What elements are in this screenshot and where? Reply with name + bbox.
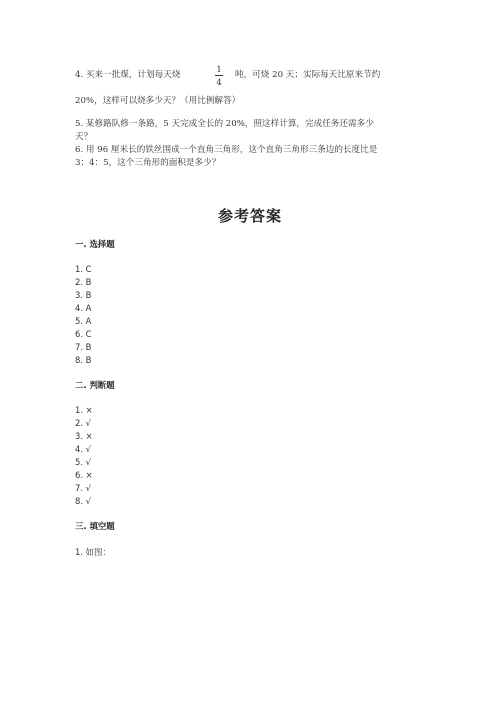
answer-item: 2. √ xyxy=(75,418,91,428)
answer-item: 4. A xyxy=(75,303,92,313)
fraction-denominator: 4 xyxy=(216,77,222,87)
fraction-bar xyxy=(215,75,223,76)
answer-item: 3. B xyxy=(75,290,92,300)
fraction-one-quarter xyxy=(213,64,225,87)
answer-item: 6. × xyxy=(75,470,93,480)
question-5-line-2: 天？ xyxy=(75,132,93,142)
answer-item: 8. √ xyxy=(75,496,91,506)
question-6-line-2: 3：4：5，这个三角形的面积是多少？ xyxy=(75,158,221,168)
question-6-line-1: 6. 用 96 厘米长的铁丝围成一个直角三角形，这个直角三角形三条边的长度比是 xyxy=(75,145,378,155)
answer-item: 1. × xyxy=(75,405,93,415)
question-4-text-end: 吨，可烧 20 天；实际每天比原来节约 xyxy=(235,70,381,80)
question-4-line-2: 20%，这样可以烧多少天？（用比例解答） xyxy=(75,96,241,106)
answer-item: 1. 如图： xyxy=(75,547,111,557)
section-3-title: 三. 填空题 xyxy=(75,521,115,531)
question-4-text-start: 4. 买来一批煤，计划每天烧 xyxy=(75,70,181,80)
answer-item: 8. B xyxy=(75,355,92,365)
section-1-title: 一. 选择题 xyxy=(75,239,115,249)
answer-item: 1. C xyxy=(75,264,92,274)
answer-item: 5. A xyxy=(75,316,92,326)
section-2-title: 二. 判断题 xyxy=(75,380,115,390)
answer-item: 7. B xyxy=(75,342,92,352)
answer-item: 6. C xyxy=(75,329,92,339)
answers-title: 参考答案 xyxy=(217,207,282,225)
question-5-line-1: 5. 某修路队修一条路，5 天完成全长的 20%，照这样计算，完成任务还需多少 xyxy=(75,119,374,129)
answer-item: 2. B xyxy=(75,277,92,287)
answer-item: 7. √ xyxy=(75,483,91,493)
answer-item: 5. √ xyxy=(75,457,91,467)
fraction-numerator: 1 xyxy=(216,64,222,74)
answer-item: 4. √ xyxy=(75,444,91,454)
answer-item: 3. × xyxy=(75,431,93,441)
